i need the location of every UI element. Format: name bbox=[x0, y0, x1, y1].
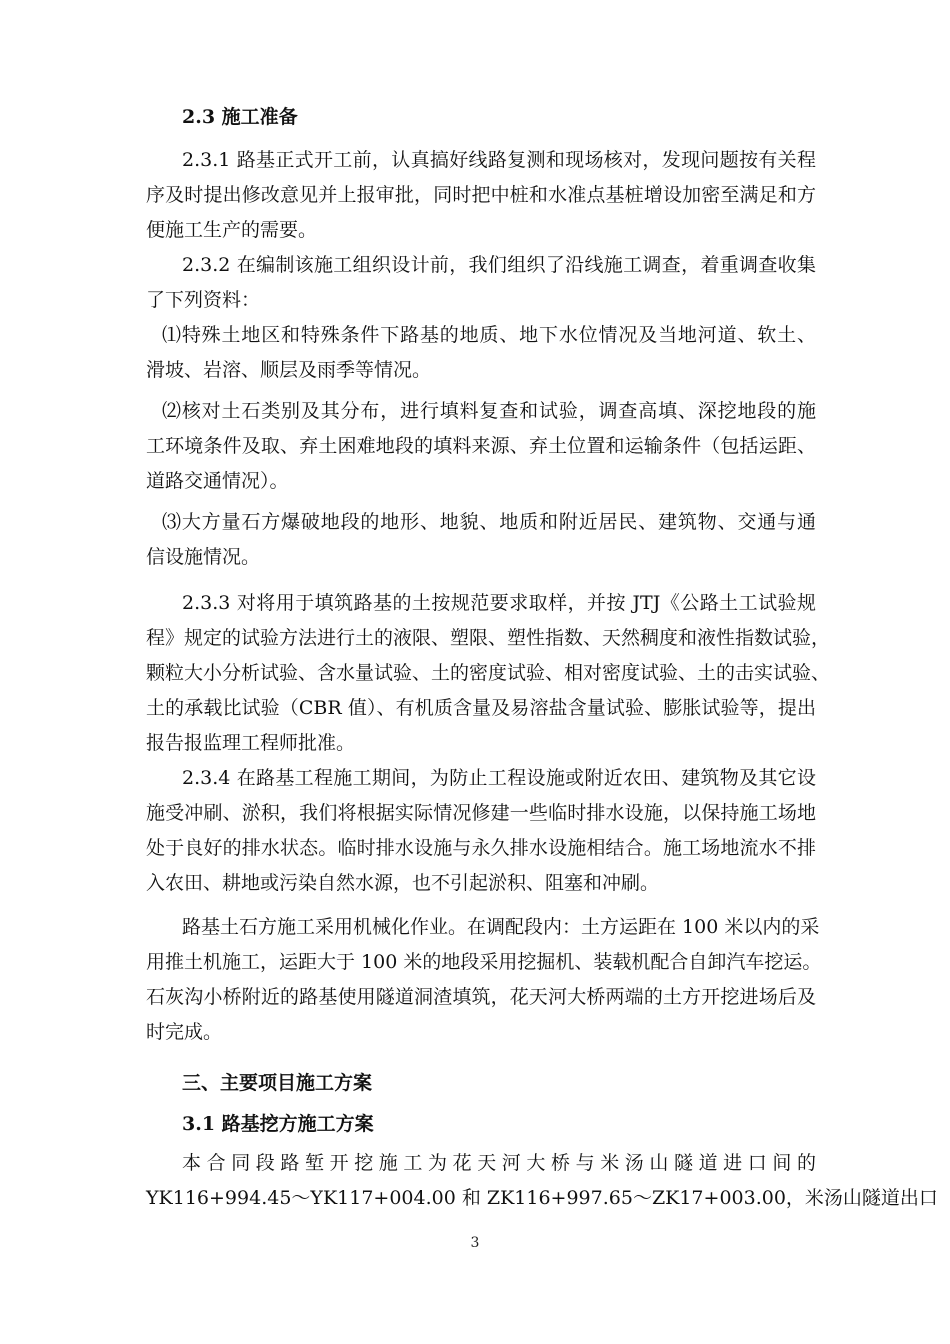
paragraph-2-3-2-line-2: 了下列资料： bbox=[146, 289, 261, 311]
list-item-3-line-1: ⑶大方量石方爆破地段的地形、地貌、地质和附近居民、建筑物、交通与通 bbox=[162, 511, 816, 533]
list-item-2-line-1: ⑵核对土石类别及其分布，进行填料复查和试验，调查高填、深挖地段的施 bbox=[162, 400, 816, 422]
list-item-2-line-3: 道路交通情况）。 bbox=[146, 470, 289, 492]
paragraph-2-3-1-line-3: 便施工生产的需要。 bbox=[146, 219, 318, 241]
list-item-1-line-1: ⑴特殊土地区和特殊条件下路基的地质、地下水位情况及当地河道、软土、 bbox=[162, 324, 816, 346]
section-heading-2-3: 2.3 施工准备 bbox=[182, 106, 298, 128]
paragraph-earthwork-line-4: 时完成。 bbox=[146, 1021, 223, 1043]
paragraph-2-3-4-line-2: 施受冲刷、淤积，我们将根据实际情况修建一些临时排水设施，以保持施工场地 bbox=[146, 802, 816, 824]
paragraph-2-3-2-line-1: 2.3.2 在编制该施工组织设计前，我们组织了沿线施工调查，着重调查收集 bbox=[182, 254, 816, 276]
paragraph-2-3-4-line-3: 处于良好的排水状态。临时排水设施与永久排水设施相结合。施工场地流水不排 bbox=[146, 837, 816, 859]
chapter-heading-3: 三、主要项目施工方案 bbox=[182, 1072, 373, 1094]
paragraph-2-3-3-line-4: 土的承载比试验（CBR 值）、有机质含量及易溶盐含量试验、膨胀试验等，提出 bbox=[146, 697, 816, 719]
list-item-2-line-2: 工环境条件及取、弃土困难地段的填料来源、弃土位置和运输条件（包括运距、 bbox=[146, 435, 816, 457]
paragraph-2-3-1-line-2: 序及时提出修改意见并上报审批，同时把中桩和水准点基桩增设加密至满足和方 bbox=[146, 184, 816, 206]
paragraph-2-3-3-line-1: 2.3.3 对将用于填筑路基的土按规范要求取样，并按 JTJ《公路土工试验规 bbox=[182, 592, 816, 614]
paragraph-3-1-line-2: YK116+994.45～YK117+004.00 和 ZK116+997.65～ZK17+003.00，米汤山隧道出口 bbox=[146, 1187, 938, 1209]
paragraph-3-1-line-1: 本合同段路堑开挖施工为花天河大桥与米汤山隧道进口间的 bbox=[182, 1152, 816, 1174]
paragraph-2-3-4-line-1: 2.3.4 在路基工程施工期间，为防止工程设施或附近农田、建筑物及其它设 bbox=[182, 767, 816, 789]
paragraph-earthwork-line-1: 路基土石方施工采用机械化作业。在调配段内：土方运距在 100 米以内的采 bbox=[182, 916, 820, 938]
paragraph-2-3-3-line-5: 报告报监理工程师批准。 bbox=[146, 732, 356, 754]
paragraph-earthwork-line-3: 石灰沟小桥附近的路基使用隧道洞渣填筑，花天河大桥两端的土方开挖进场后及 bbox=[146, 986, 816, 1008]
section-heading-3-1: 3.1 路基挖方施工方案 bbox=[182, 1113, 374, 1135]
paragraph-2-3-3-line-2: 程》规定的试验方法进行土的液限、塑限、塑性指数、天然稠度和液性指数试验， bbox=[146, 627, 831, 649]
paragraph-2-3-4-line-4: 入农田、耕地或污染自然水源，也不引起淤积、阻塞和冲刷。 bbox=[146, 872, 660, 894]
page-number: 3 bbox=[470, 1235, 480, 1251]
paragraph-earthwork-line-2: 用推土机施工，运距大于 100 米的地段采用挖掘机、装载机配合自卸汽车挖运。 bbox=[146, 951, 822, 973]
list-item-3-line-2: 信设施情况。 bbox=[146, 546, 261, 568]
paragraph-2-3-1-line-1: 2.3.1 路基正式开工前，认真搞好线路复测和现场核对，发现问题按有关程 bbox=[182, 149, 816, 171]
paragraph-2-3-3-line-3: 颗粒大小分析试验、含水量试验、土的密度试验、相对密度试验、土的击实试验、 bbox=[146, 662, 831, 684]
list-item-1-line-2: 滑坡、岩溶、顺层及雨季等情况。 bbox=[146, 359, 432, 381]
